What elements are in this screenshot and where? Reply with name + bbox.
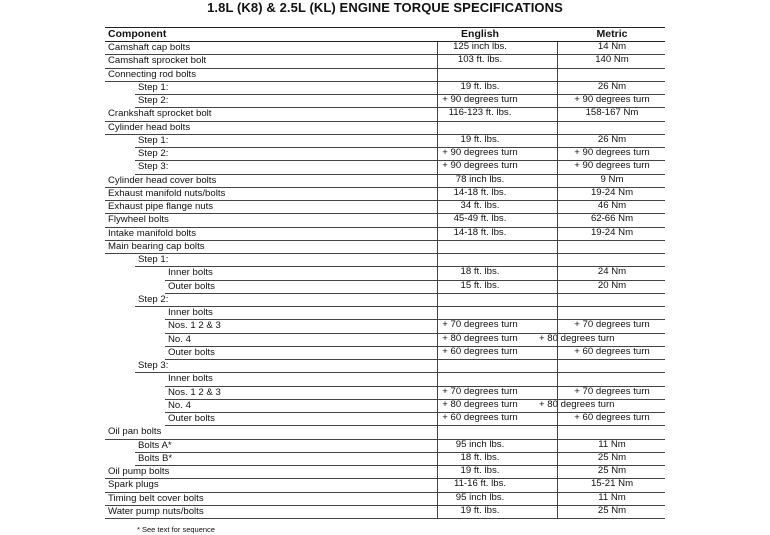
metric-value-cell: 25 Nm bbox=[597, 465, 627, 476]
english-value-cell: 11-16 ft. lbs. bbox=[453, 478, 507, 490]
component-cell: Oil pan bolts bbox=[108, 426, 162, 438]
table-row bbox=[105, 214, 665, 227]
component-cell: Step 2: bbox=[138, 148, 169, 159]
component-cell: Step 3: bbox=[138, 161, 169, 173]
table-row bbox=[105, 493, 665, 506]
component-cell: Cylinder head bolts bbox=[108, 121, 191, 133]
metric-value-cell: 24 Nm bbox=[597, 266, 627, 278]
english-value-cell: 19 ft. lbs. bbox=[460, 465, 500, 476]
component-cell: Cylinder head cover bolts bbox=[108, 174, 217, 186]
component-cell: Connecting rod bolts bbox=[108, 68, 196, 80]
metric-value-cell: + 70 degrees turn bbox=[574, 385, 650, 397]
english-value-cell: 34 ft. lbs. bbox=[460, 200, 500, 211]
table-row bbox=[105, 440, 665, 453]
component-cell: Step 3: bbox=[138, 360, 169, 371]
table-row bbox=[105, 95, 665, 108]
metric-value-cell: 20 Nm bbox=[597, 279, 627, 291]
table-row bbox=[105, 466, 665, 479]
english-value-cell: 18 ft. lbs. bbox=[460, 266, 500, 278]
component-cell: Bolts A* bbox=[138, 439, 172, 451]
component-cell: No. 4 bbox=[168, 333, 191, 345]
table-body bbox=[105, 42, 665, 519]
torque-spec-table bbox=[105, 27, 665, 519]
component-cell: Outer bolts bbox=[168, 346, 215, 358]
component-cell: Inner bolts bbox=[168, 307, 213, 318]
english-value-cell: + 60 degrees turn bbox=[442, 412, 518, 423]
component-cell: Exhaust pipe flange nuts bbox=[108, 201, 214, 212]
table-row bbox=[105, 320, 665, 333]
table-row bbox=[105, 175, 665, 188]
table-row bbox=[105, 241, 665, 254]
table-row bbox=[105, 69, 665, 82]
metric-value-cell: 25 Nm bbox=[597, 504, 627, 516]
table-row bbox=[105, 135, 665, 148]
english-value-cell: 78 inch lbs. bbox=[455, 173, 505, 185]
metric-value-cell: 15-21 Nm bbox=[590, 478, 634, 490]
table-row bbox=[105, 334, 665, 347]
english-value-cell: 18 ft. lbs. bbox=[460, 451, 500, 463]
english-value-cell: 19 ft. lbs. bbox=[460, 504, 500, 516]
component-cell: Nos. 1 2 & 3 bbox=[168, 320, 221, 332]
component-cell: Main bearing cap bolts bbox=[108, 240, 205, 252]
table-row bbox=[105, 347, 665, 360]
english-value-cell: + 80 degrees turn bbox=[442, 398, 518, 410]
table-row bbox=[105, 479, 665, 492]
metric-value-cell: + 90 degrees turn bbox=[574, 94, 650, 105]
table-row bbox=[105, 188, 665, 201]
metric-value-cell: 62-66 Nm bbox=[590, 213, 634, 225]
footnote: * See text for sequence bbox=[137, 525, 215, 534]
component-cell: Timing belt cover bolts bbox=[108, 492, 204, 504]
component-cell: Nos. 1 2 & 3 bbox=[168, 386, 221, 398]
component-cell: Crankshaft sprocket bolt bbox=[108, 108, 212, 120]
metric-value-cell: 19-24 Nm bbox=[590, 226, 634, 238]
english-value-cell: + 60 degrees turn bbox=[442, 345, 518, 357]
table-row bbox=[105, 413, 665, 426]
english-value-cell: + 90 degrees turn bbox=[442, 147, 518, 158]
component-cell: Step 2: bbox=[138, 293, 169, 305]
metric-value-cell: + 90 degrees turn bbox=[574, 160, 650, 172]
english-value-cell: + 90 degrees turn bbox=[442, 160, 518, 172]
component-cell: Camshaft cap bolts bbox=[108, 42, 191, 53]
english-value-cell: 14-18 ft. lbs. bbox=[453, 226, 507, 238]
table-row bbox=[105, 387, 665, 400]
metric-value-cell: 11 Nm bbox=[598, 491, 626, 503]
table-row bbox=[105, 294, 665, 307]
table-row bbox=[105, 506, 665, 519]
table-row bbox=[105, 254, 665, 267]
metric-value-cell: 19-24 Nm bbox=[590, 186, 634, 198]
component-cell: Exhaust manifold nuts/bolts bbox=[108, 187, 226, 199]
metric-value-cell: 26 Nm bbox=[597, 133, 627, 145]
metric-value-cell: 46 Nm bbox=[597, 200, 627, 211]
metric-value-cell: 25 Nm bbox=[597, 451, 627, 463]
english-value-cell: 14-18 ft. lbs. bbox=[453, 186, 507, 198]
english-value-cell: + 80 degrees turn bbox=[442, 332, 518, 344]
header-component: Component bbox=[108, 28, 167, 40]
table-header bbox=[105, 27, 665, 42]
english-value-cell: 103 ft. lbs. bbox=[457, 54, 503, 66]
metric-value-cell: 26 Nm bbox=[597, 80, 627, 92]
table-row bbox=[105, 122, 665, 135]
english-value-cell: 45-49 ft. lbs. bbox=[453, 213, 507, 225]
metric-value-cell: + 80 degrees turn bbox=[539, 332, 615, 344]
table-row bbox=[105, 201, 665, 214]
document-title: 1.8L (K8) & 2.5L (KL) ENGINE TORQUE SPECIFICATIONS bbox=[207, 0, 563, 15]
component-cell: Oil pump bolts bbox=[108, 466, 170, 477]
component-cell: Camshaft sprocket bolt bbox=[108, 55, 207, 67]
component-cell: Inner bolts bbox=[168, 267, 213, 279]
metric-value-cell: + 90 degrees turn bbox=[574, 147, 650, 158]
component-cell: Spark plugs bbox=[108, 479, 159, 491]
component-cell: Outer bolts bbox=[168, 280, 215, 292]
metric-value-cell: + 60 degrees turn bbox=[574, 412, 650, 423]
english-value-cell: + 70 degrees turn bbox=[442, 319, 518, 331]
english-value-cell: 15 ft. lbs. bbox=[460, 279, 500, 291]
metric-value-cell: + 70 degrees turn bbox=[574, 319, 650, 331]
component-cell: Step 1: bbox=[138, 254, 169, 265]
metric-value-cell: 140 Nm bbox=[595, 54, 629, 66]
component-cell: Intake manifold bolts bbox=[108, 227, 196, 239]
table-row bbox=[105, 281, 665, 294]
table-row bbox=[105, 453, 665, 466]
table-row bbox=[105, 360, 665, 373]
table-row bbox=[105, 400, 665, 413]
component-cell: Bolts B* bbox=[138, 452, 173, 464]
english-value-cell: 19 ft. lbs. bbox=[460, 80, 500, 92]
table-row bbox=[105, 108, 665, 121]
english-value-cell: + 90 degrees turn bbox=[442, 94, 518, 105]
english-value-cell: 19 ft. lbs. bbox=[460, 133, 500, 145]
english-value-cell: + 70 degrees turn bbox=[442, 385, 518, 397]
header-metric: Metric bbox=[596, 28, 628, 40]
metric-value-cell: 158-167 Nm bbox=[585, 107, 639, 119]
component-cell: Water pump nuts/bolts bbox=[108, 505, 204, 517]
english-value-cell: 95 inch lbs. bbox=[455, 438, 505, 450]
table-row bbox=[105, 426, 665, 439]
table-row bbox=[105, 55, 665, 68]
english-value-cell: 125 inch lbs. bbox=[453, 41, 507, 52]
component-cell: Step 1: bbox=[138, 134, 169, 146]
table-row bbox=[105, 82, 665, 95]
row-divider bbox=[105, 518, 665, 519]
english-value-cell: 95 inch lbs. bbox=[455, 491, 505, 503]
component-cell: Outer bolts bbox=[168, 413, 215, 424]
table-row bbox=[105, 307, 665, 320]
table-row bbox=[105, 228, 665, 241]
component-cell: Flywheel bolts bbox=[108, 214, 169, 226]
metric-value-cell: 14 Nm bbox=[597, 41, 627, 52]
component-cell: Step 1: bbox=[138, 81, 169, 93]
table-row bbox=[105, 148, 665, 161]
table-row bbox=[105, 373, 665, 386]
metric-value-cell: 9 Nm bbox=[600, 173, 624, 185]
header-english: English bbox=[461, 28, 499, 40]
metric-value-cell: + 80 degrees turn bbox=[539, 398, 615, 410]
table-row bbox=[105, 267, 665, 280]
component-cell: No. 4 bbox=[168, 399, 191, 411]
metric-value-cell: + 60 degrees turn bbox=[574, 345, 650, 357]
english-value-cell: 116-123 ft. lbs. bbox=[448, 107, 512, 119]
metric-value-cell: 11 Nm bbox=[598, 438, 626, 450]
component-cell: Step 2: bbox=[138, 95, 169, 106]
table-row bbox=[105, 42, 665, 55]
table-row bbox=[105, 161, 665, 174]
component-cell: Inner bolts bbox=[168, 373, 213, 385]
